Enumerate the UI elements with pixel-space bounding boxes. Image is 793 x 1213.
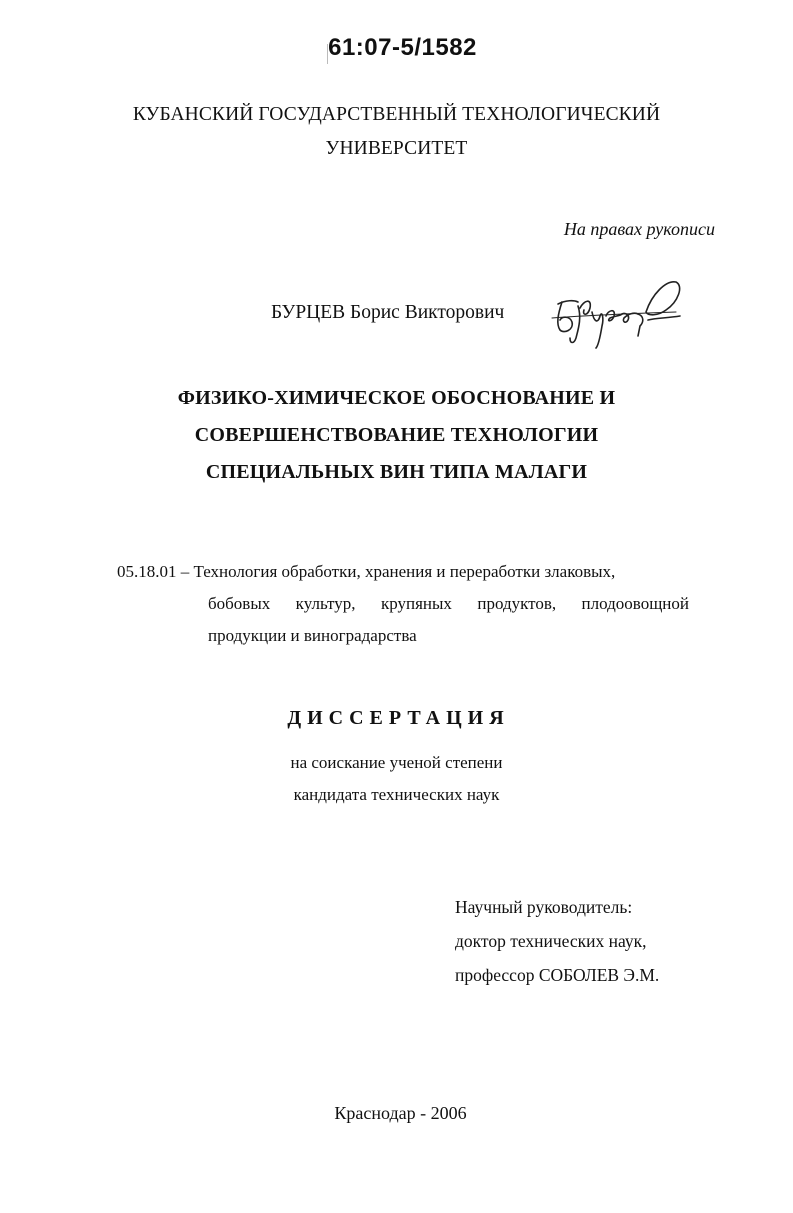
author-name: БУРЦЕВ Борис Викторович — [271, 302, 505, 323]
specialty-line-1: 05.18.01 – Технология обработки, хранения и переработки злаковых, — [117, 562, 616, 581]
title-line-3: СПЕЦИАЛЬНЫХ ВИН ТИПА МАЛАГИ — [205, 461, 588, 483]
manuscript-rights-note: На правах рукописи — [563, 219, 715, 239]
institution-name — [0, 98, 793, 166]
author-signature — [548, 272, 684, 350]
registration-code: 61:07-5/1582 — [328, 34, 477, 61]
city-and-year: Краснодар - 2006 — [334, 1103, 467, 1123]
dissertation-title — [0, 380, 793, 491]
specialty-line-3: продукции и виноградарства — [208, 626, 417, 645]
institution-line-1: КУБАНСКИЙ ГОСУДАРСТВЕННЫЙ ТЕХНОЛОГИЧЕСКИЙ — [132, 104, 661, 125]
supervisor-name: профессор СОБОЛЕВ Э.М. — [455, 965, 660, 985]
specialty-line-2: бобовых культур, крупяных продуктов, плодоовощной — [208, 594, 689, 613]
supervisor-degree: доктор технических наук, — [455, 931, 647, 951]
work-type-heading: ДИССЕРТАЦИЯ — [287, 707, 510, 729]
institution-line-2: УНИВЕРСИТЕТ — [325, 138, 468, 159]
degree-line-1: на соискание ученой степени — [290, 753, 503, 772]
supervisor-label: Научный руководитель: — [455, 897, 633, 917]
specialty-code-description — [117, 556, 689, 652]
title-line-1: ФИЗИКО-ХИМИЧЕСКОЕ ОБОСНОВАНИЕ И — [177, 387, 616, 409]
scientific-supervisor — [455, 890, 659, 992]
title-line-2: СОВЕРШЕНСТВОВАНИЕ ТЕХНОЛОГИИ — [194, 424, 599, 446]
degree-sought — [0, 747, 793, 811]
degree-line-2: кандидата технических наук — [293, 785, 500, 804]
